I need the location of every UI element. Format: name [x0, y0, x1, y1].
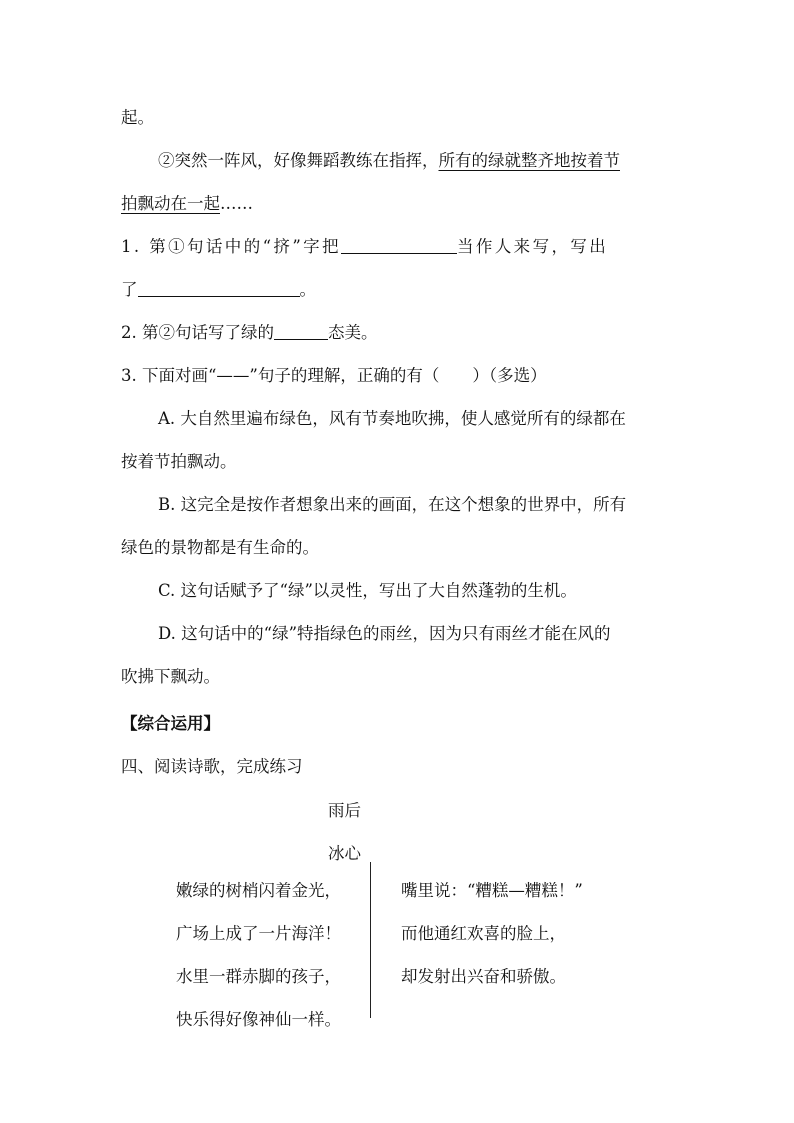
ellipsis: …… [220, 194, 253, 213]
option-b-line-2: 绿色的景物都是有生命的。 [121, 538, 319, 557]
section-heading: 【综合运用】 [121, 714, 220, 733]
question-3-stem: 3. 下面对画“——”句子的理解，正确的有（ ）（多选） [121, 366, 547, 385]
option-d-line-2: 吹拂下飘动。 [121, 667, 220, 686]
passage-line-3 [121, 193, 253, 215]
underlined-sentence-part-2: 拍飘动在一起 [121, 194, 220, 213]
question-1-text-d: 。 [299, 280, 316, 299]
question-1-text-b: 当作人来写，写出 [456, 237, 609, 256]
answer-blank-1[interactable] [341, 237, 457, 254]
passage-line-1: 起。 [121, 108, 154, 127]
answer-blank-2[interactable] [138, 280, 300, 297]
question-1-text-a: 1. 第①句话中的“挤”字把 [121, 237, 341, 256]
poem-right-line-3: 却发射出兴奋和骄傲。 [401, 967, 566, 986]
option-d-line-1: D. 这句话中的“绿”特指绿色的雨丝，因为只有雨丝才能在风的 [158, 624, 611, 643]
poem-right-line-1: 嘴里说：“糟糕—糟糕！” [401, 881, 583, 900]
option-b-line-1: B. 这完全是按作者想象出来的画面，在这个想象的世界中，所有 [158, 495, 627, 514]
poem-left-line-3: 水里一群赤脚的孩子， [176, 967, 341, 986]
question-1-line-2 [121, 279, 316, 301]
poem-right-line-2: 而他通红欢喜的脸上， [401, 924, 566, 943]
passage-sentence-2-start: ②突然一阵风，好像舞蹈教练在指挥， [158, 151, 439, 170]
poem-author: 冰心 [328, 844, 361, 863]
poem-column-divider [370, 862, 371, 1018]
question-2 [121, 322, 378, 344]
poem-left-line-1: 嫩绿的树梢闪着金光， [176, 881, 341, 900]
poem-left-line-2: 广场上成了一片海洋！ [176, 924, 341, 943]
section-task: 四、阅读诗歌，完成练习 [121, 757, 303, 776]
question-1-text-c: 了 [121, 280, 138, 299]
passage-line-2 [158, 150, 620, 172]
question-2-text-a: 2. 第②句话写了绿的 [121, 323, 274, 342]
option-a-line-2: 按着节拍飘动。 [121, 452, 237, 471]
question-1-line-1 [121, 236, 608, 258]
underlined-sentence-part-1: 所有的绿就整齐地按着节 [438, 151, 620, 170]
poem-title: 雨后 [328, 801, 361, 820]
poem-left-line-4: 快乐得好像神仙一样。 [176, 1010, 341, 1029]
option-a-line-1: A. 大自然里遍布绿色，风有节奏地吹拂，使人感觉所有的绿都在 [158, 409, 626, 428]
answer-blank-3[interactable] [274, 323, 328, 340]
question-2-text-b: 态美。 [328, 323, 378, 342]
option-c-line-1: C. 这句话赋予了“绿”以灵性，写出了大自然蓬勃的生机。 [158, 581, 577, 600]
